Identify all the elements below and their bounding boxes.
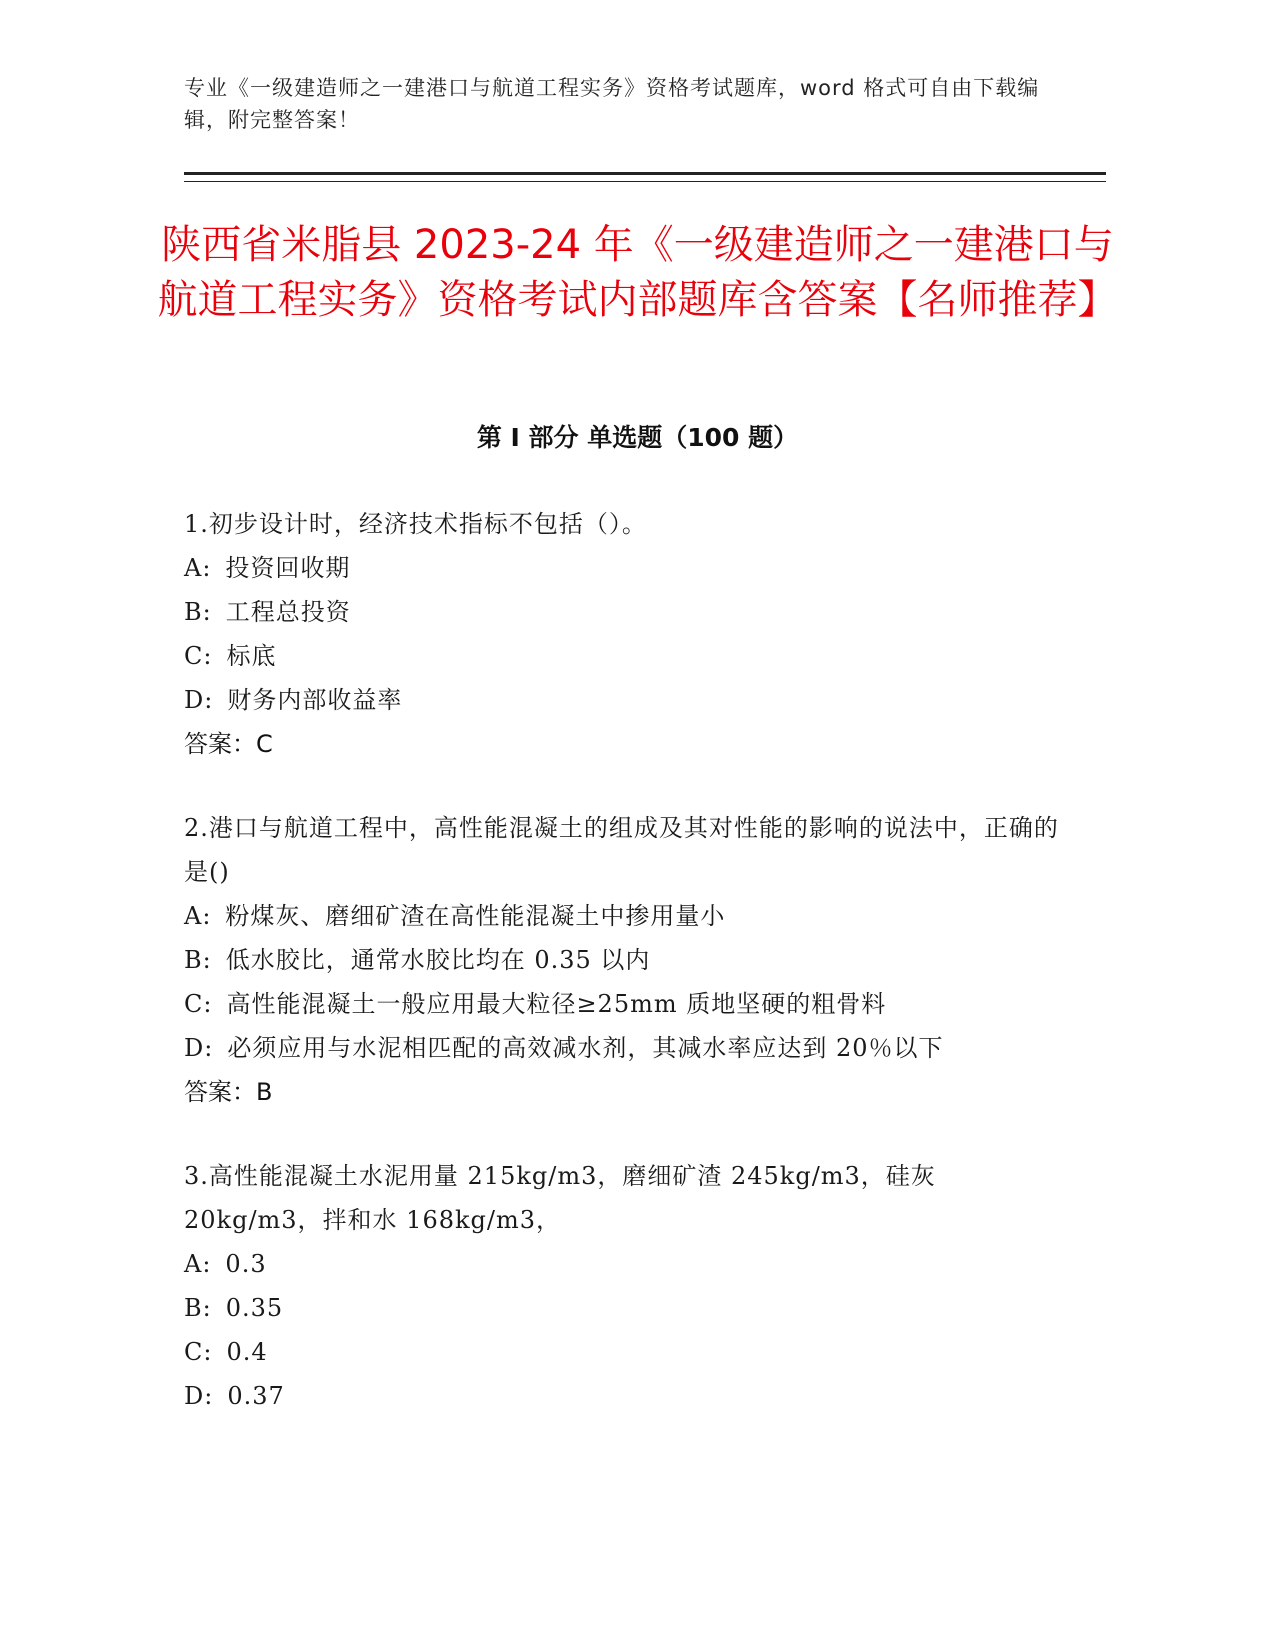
option-letter: A: xyxy=(184,1250,212,1278)
option-c xyxy=(184,1330,1064,1374)
option-letter: C: xyxy=(184,990,213,1018)
option-letter: D: xyxy=(184,1034,214,1062)
option-text: 财务内部收益率 xyxy=(227,686,403,714)
option-text: 标底 xyxy=(226,642,277,670)
option-a xyxy=(184,546,1064,590)
answer-line xyxy=(184,722,1064,766)
question-stem: 3.高性能混凝土水泥用量 215kg/m3，磨细矿渣 245kg/m3，硅灰 20kg/m3，拌和水 168kg/m3， xyxy=(184,1162,936,1234)
option-text: 0.35 xyxy=(225,1294,284,1322)
option-b xyxy=(184,938,1064,982)
option-text: 低水胶比，通常水胶比均在 0.35 以内 xyxy=(225,946,651,974)
option-c xyxy=(184,982,1064,1026)
option-letter: D: xyxy=(184,1382,214,1410)
question-stem: 1.初步设计时，经济技术指标不包括（）。 xyxy=(184,510,647,538)
option-d xyxy=(184,1026,1064,1070)
option-a xyxy=(184,1242,1064,1286)
option-text: 粉煤灰、磨细矿渣在高性能混凝土中掺用量小 xyxy=(225,902,726,930)
document-title: 陕西省米脂县 2023-24 年《一级建造师之一建港口与航道工程实务》资格考试内部题库含答案【名师推荐】 xyxy=(157,222,1118,323)
question-3 xyxy=(184,1154,1064,1418)
question-2 xyxy=(184,806,1064,1114)
answer-label: 答案： xyxy=(184,1078,256,1106)
option-text: 高性能混凝土一般应用最大粒径≥25mm 质地坚硬的粗骨料 xyxy=(226,990,887,1018)
header-note: 专业《一级建造师之一建港口与航道工程实务》资格考试题库，word 格式可自由下载编辑，附完整答案！ xyxy=(184,76,1040,132)
option-text: 0.4 xyxy=(226,1338,268,1366)
option-a xyxy=(184,894,1064,938)
option-letter: A: xyxy=(184,902,212,930)
option-letter: C: xyxy=(184,1338,213,1366)
option-text: 工程总投资 xyxy=(225,598,351,626)
option-letter: B: xyxy=(184,946,212,974)
option-letter: A: xyxy=(184,554,212,582)
option-d xyxy=(184,1374,1064,1418)
answer-value: B xyxy=(256,1078,273,1106)
question-1 xyxy=(184,502,1064,766)
option-text: 0.3 xyxy=(225,1250,267,1278)
option-text: 0.37 xyxy=(227,1382,285,1410)
answer-label: 答案： xyxy=(184,730,256,758)
option-text: 必须应用与水泥相匹配的高效减水剂，其减水率应达到 20％以下 xyxy=(227,1034,944,1062)
option-letter: B: xyxy=(184,598,212,626)
answer-line xyxy=(184,1070,1064,1114)
option-d xyxy=(184,678,1064,722)
answer-value: C xyxy=(256,730,273,758)
question-list xyxy=(184,502,1064,1458)
option-text: 投资回收期 xyxy=(225,554,351,582)
question-stem: 2.港口与航道工程中，高性能混凝土的组成及其对性能的影响的说法中，正确的是() xyxy=(184,814,1059,886)
option-b xyxy=(184,1286,1064,1330)
section-heading: 第 I 部分 单选题（100 题） xyxy=(476,423,799,452)
option-letter: C: xyxy=(184,642,213,670)
option-b xyxy=(184,590,1064,634)
option-c xyxy=(184,634,1064,678)
option-letter: B: xyxy=(184,1294,212,1322)
option-letter: D: xyxy=(184,686,214,714)
header-divider-thin xyxy=(184,181,1106,182)
header-divider-thick xyxy=(184,172,1106,175)
